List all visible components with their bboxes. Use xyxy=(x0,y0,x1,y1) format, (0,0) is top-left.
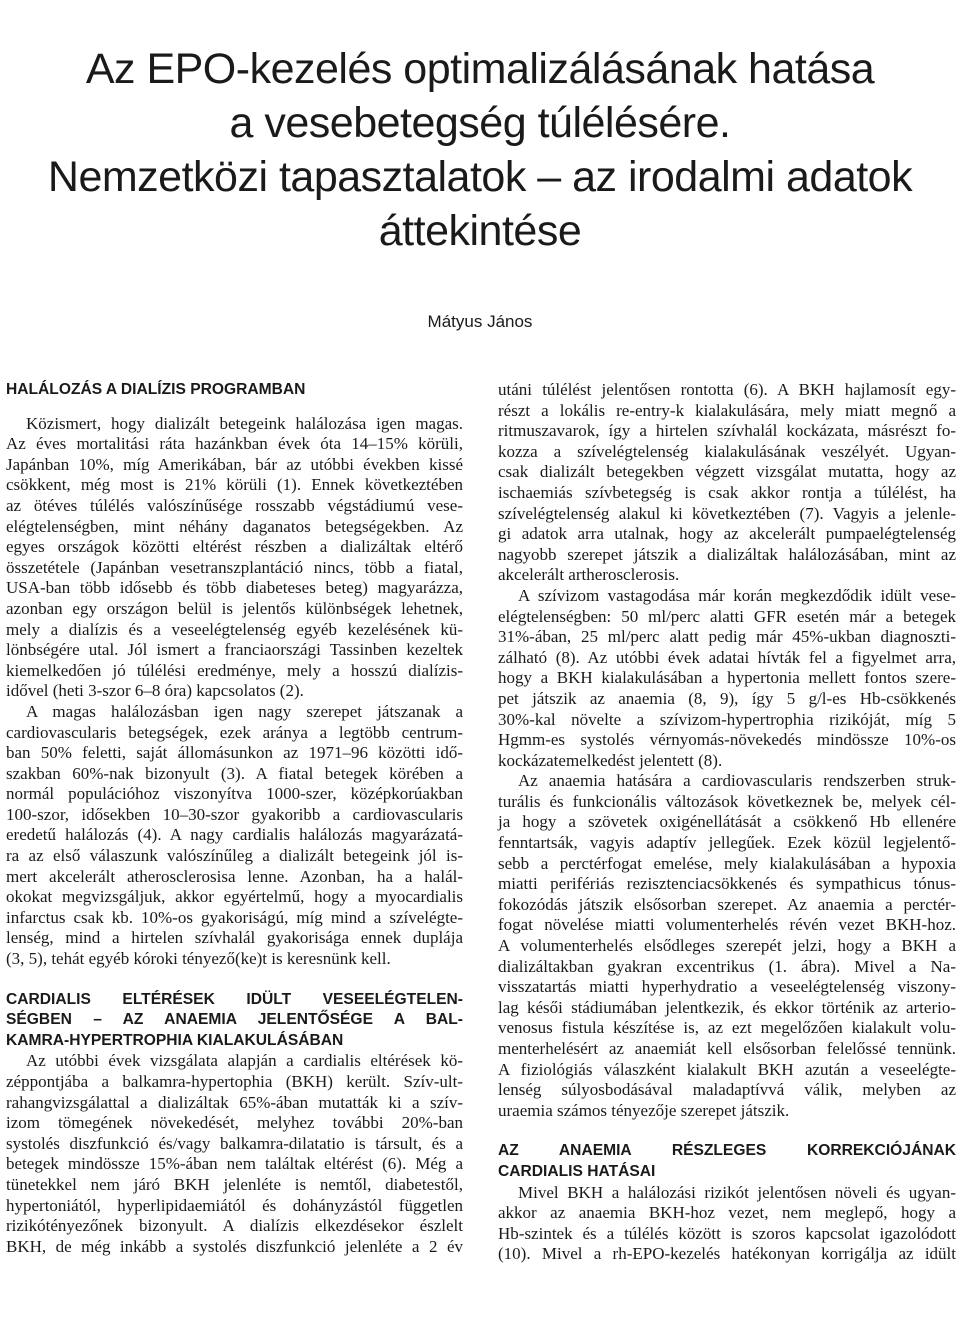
text-line: ritmuszavarok, így a hirtelen szívhalál kockázata, másrészt fo- xyxy=(498,421,956,441)
text-line: hypertoniától, hyperlipidaemiától és dohányzástól független xyxy=(6,1195,463,1215)
text-line: turális és funkcionális változások következnek be, melyek cél- xyxy=(498,791,956,811)
text-line: (10). Mivel a rh-EPO-kezelés hatékonyan korrigálja az idült xyxy=(498,1244,956,1264)
text-line: mely a dialízis és a veseelégtelenség egyéb kezelésének kü- xyxy=(6,619,463,639)
text-line: szakban 60%-nak bizonyult (3). A fiatal betegek körében a xyxy=(6,763,463,783)
paragraph xyxy=(498,380,956,586)
text-line: kiemelkedően jó túlélési eredménye, mely a hosszú dialízis- xyxy=(6,660,463,680)
paragraph xyxy=(498,771,956,1121)
title-line-1: Az EPO-kezelés optimalizálásának hatása xyxy=(85,45,875,93)
text-line: utáni túlélést jelentősen rontotta (6). A BKH hajlamosít egy- xyxy=(498,380,956,399)
paragraph xyxy=(6,702,463,970)
section-heading-anaemia xyxy=(498,1141,956,1182)
article-title xyxy=(0,42,960,258)
text-line: ja hogy a szövetek oxigénellátását a csökkenő Hb ellenére xyxy=(498,812,956,832)
title-line-3: Nemzetközi tapasztalatok – az irodalmi adatok xyxy=(47,153,913,201)
text-line: fenntartsák, vagyis adaptív jellegűek. Ezek közül legjelentő- xyxy=(498,833,956,853)
text-line: nagyobb szerepet játszik a dializáltak halálozásában, mint az xyxy=(498,544,956,564)
author-name: Mátyus János xyxy=(427,312,533,331)
text-line: eredetű halálozás (4). A nagy cardialis halálozás magyarázatá- xyxy=(6,825,463,845)
text-line: CARDIALIS ELTÉRÉSEK IDÜLT VESEELÉGTELEN- xyxy=(6,990,463,1008)
paragraph xyxy=(498,586,956,771)
title-line-4: áttekintése xyxy=(378,207,582,255)
text-line: 31%-ában, 25 ml/perc alatt pedig már 45%-ukban diagnoszti- xyxy=(498,627,956,647)
text-line: infarctus csak kb. 10%-os gyakoriságú, míg mind a szívelégte- xyxy=(6,907,463,927)
text-line: elégtelenségben, mint néhány daganatos betegségekben. Az xyxy=(6,516,463,536)
section-heading-mortality: HALÁLOZÁS A DIALÍZIS PROGRAMBAN xyxy=(6,381,306,398)
text-line: AZ ANAEMIA RÉSZLEGES KORREKCIÓJÁNAK xyxy=(498,1142,956,1160)
text-line: 100-szor, idősekben 10–30-szor gyakoribb a cardiovascularis xyxy=(6,804,463,824)
text-line: egyes országok közötti eltérést részben a dializáltak eltérő xyxy=(6,537,463,557)
paragraph xyxy=(6,1051,463,1257)
text-line: ban 50% feletti, saját állomásunkon az 1971–96 közötti idő- xyxy=(6,743,463,763)
text-line: zéppontjába a balkamra-hypertophia (BKH) került. Szív-ult- xyxy=(6,1072,463,1091)
text-line: dializáltakban gyakran excentrikus (1. ábra). Mivel a Na- xyxy=(498,956,956,976)
text-line: kozza a szívelégtelenség kialakulásának veszélyét. Ugyan- xyxy=(498,441,956,461)
text-line: lenség, mind a hirtelen szívhalál gyakorisága ennek duplája xyxy=(6,928,463,948)
text-line: Hgmm-es systolés vérnyomás-növekedés mindössze 10%-os xyxy=(498,730,956,750)
text-line: SÉGBEN – AZ ANAEMIA JELENTŐSÉGE A BAL- xyxy=(6,1011,463,1029)
paragraph xyxy=(6,414,463,702)
text-line: Mivel BKH a halálozási rizikót jelentősen növeli és ugyan- xyxy=(518,1182,956,1202)
text-line: Japánban 10%, míg Amerikában, bár az utóbbi években kissé xyxy=(6,454,463,474)
text-line: mert akcelerált atherosclerosisa lenne. Azonban, ha a halál- xyxy=(6,866,463,886)
text-line: sebb a perctérfogat emelése, mely kialakulásában a hypoxia xyxy=(498,853,956,873)
text-line: normál populációhoz viszonyítva 1000-szer, középkorúakban xyxy=(6,784,463,804)
text-line: lönbségére utal. Jól ismert a franciaországi Tassinben kezeltek xyxy=(6,640,463,660)
text-line: venosus fistula készítése is, az ezt megelőzően kialakult volu- xyxy=(498,1018,956,1038)
text-line: fogat növelése miatti volumenterhelés révén vezet BKH-hoz. xyxy=(498,915,956,935)
text-line: okokat megvizsgáljuk, akkor egyértelmű, hogy a myocardialis xyxy=(6,887,463,907)
text-line: tünetekkel nem járó BKH jelenléte is nemtől, diabetestől, xyxy=(6,1174,463,1194)
text-line: A volumenterhelés elsődleges szerepét jelzi, hogy a BKH a xyxy=(498,936,956,956)
text-line: Az utóbbi évek vizsgálata alapján a cardialis eltérések kö- xyxy=(26,1051,463,1071)
text-line: Közismert, hogy dializált betegeink halálozása igen magas. xyxy=(26,413,463,433)
text-line: zálható (8). Az utóbbi évek adatai hívták fel a figyelmet arra, xyxy=(498,647,956,667)
text-line: fokozódás játszik elsősorban szerepet. Az anaemia a perctér- xyxy=(498,894,956,914)
text-line: systolés diszfunkció és/vagy balkamra-dilatatio is társult, és a xyxy=(6,1133,463,1153)
left-column xyxy=(6,380,463,1257)
text-line: csökkent, még most is 21% körüli (1). Ennek következtében xyxy=(6,475,463,495)
text-line: rizikótényezőnek bizonyult. A dialízis elkezdésekor észlelt xyxy=(6,1216,463,1236)
text-line: lenség súlyosbodásával maladaptívvá válik, melyben az xyxy=(498,1080,956,1100)
text-line: Az anaemia hatására a cardiovascularis rendszerben struk- xyxy=(518,771,956,791)
text-line: ischaemiás szívbetegség is csak akkor rontja a túlélést, ha xyxy=(498,482,956,502)
text-line: betegek mindössze 15%-ában nem találtak eltérést (6). Még a xyxy=(6,1154,463,1174)
text-line: akcelerált artherosclerosis. xyxy=(498,565,680,585)
text-line: Hb-szintek és a túlélés között is szoros kapcsolat igazolódott xyxy=(498,1223,956,1243)
right-column xyxy=(498,380,956,1265)
text-line: 30%-kal növelte a szívizom-hypertrophia rizikóját, míg 5 xyxy=(498,709,956,729)
text-line: BKH, de még inkább a systolés diszfunkció jelenléte a 2 év xyxy=(6,1236,463,1256)
text-line: Az éves mortalitási ráta hazánkban évek óta 14–15% körüli, xyxy=(6,434,463,454)
text-line: azonban egy országon belül is jelentős különbségek lehetnek, xyxy=(6,598,463,618)
paragraph xyxy=(498,1183,956,1265)
text-line: elégtelenségben: 50 ml/perc alatti GFR esetén már a betegek xyxy=(498,606,956,626)
text-line: rahangvizsgálattal a dializáltak 65%-ában mutatták ki a szív- xyxy=(6,1092,463,1112)
text-line: szívelégtelenség alakul ki következtében (7). Vagyis a jelenle- xyxy=(498,503,956,523)
text-line: hogy a BKH kialakulásában a hypertonia mellett fontos szere- xyxy=(498,668,956,688)
text-line: akkor az anaemia BKH-hoz vezet, nem meglepő, hogy a xyxy=(498,1203,956,1223)
text-line: izom tömegének növekedését, melyhez további 20%-ban xyxy=(6,1113,463,1133)
text-line: CARDIALIS HATÁSAI xyxy=(498,1162,656,1180)
text-line: összetétele (Japánban vesetranszplantáció nincs, több a fiatal, xyxy=(6,557,463,577)
text-line: uraemia számos tényezője szerepet játszik. xyxy=(498,1100,790,1120)
text-line: A szívizom vastagodása már korán megkezdődik idült vese- xyxy=(518,585,956,605)
text-line: cardiovascularis betegségek, ezek aránya a legtöbb centrum- xyxy=(6,722,463,742)
text-line: menterhelésért az anaemiát kell elsősorban felelőssé tennünk. xyxy=(498,1039,956,1058)
title-line-2: a vesebetegség túlélésére. xyxy=(229,99,731,147)
text-line: A fiziológiás válaszként kialakult BKH azután a veseelégte- xyxy=(498,1059,956,1079)
text-line: csak dializált betegekben végzett vizsgálat mutatta, hogy az xyxy=(498,462,956,482)
text-line: gi adatok arra utalnak, hogy az akcelerált pumpaelégtelenség xyxy=(498,524,956,544)
text-line: kockázatemelkedést jelentett (8). xyxy=(498,750,723,770)
text-line: miatti perifériás rezisztenciacsökkenés és sympathicus tónus- xyxy=(498,874,956,894)
text-line: (3, 5), tehát egyéb kóroki tényező(ke)t is keresnünk kell. xyxy=(6,949,391,969)
section-heading-cardiac xyxy=(6,990,463,1052)
text-line: USA-ban több idősebb és több diabeteses beteg) magyarázza, xyxy=(6,578,463,598)
text-line: visszatartás miatti hyperhydratio a veseelégtelenség viszony- xyxy=(498,977,956,997)
text-line: lag késői stádiumában jelentkezik, és ekkor történik az arterio- xyxy=(498,997,956,1017)
text-line: KAMRA-HYPERTROPHIA KIALAKULÁSÁBAN xyxy=(6,1031,344,1049)
text-line: pet játszik az anaemia (8, 9), így 5 g/l-es Hb-csökkenés xyxy=(498,688,956,708)
text-line: az ötéves túlélés valószínűsége rosszabb végstádiumú vese- xyxy=(6,495,463,515)
text-line: ra az első válaszunk valószínűleg a dializált betegeink jól is- xyxy=(6,846,463,866)
text-line: idővel (heti 3-szor 6–8 óra) kapcsolatos (2). xyxy=(6,681,304,701)
text-line: részt a lokális re-entry-k kialakulására, mely miatt megnő a xyxy=(498,400,956,420)
text-line: A magas halálozásban igen nagy szerepet játszanak a xyxy=(26,701,463,721)
